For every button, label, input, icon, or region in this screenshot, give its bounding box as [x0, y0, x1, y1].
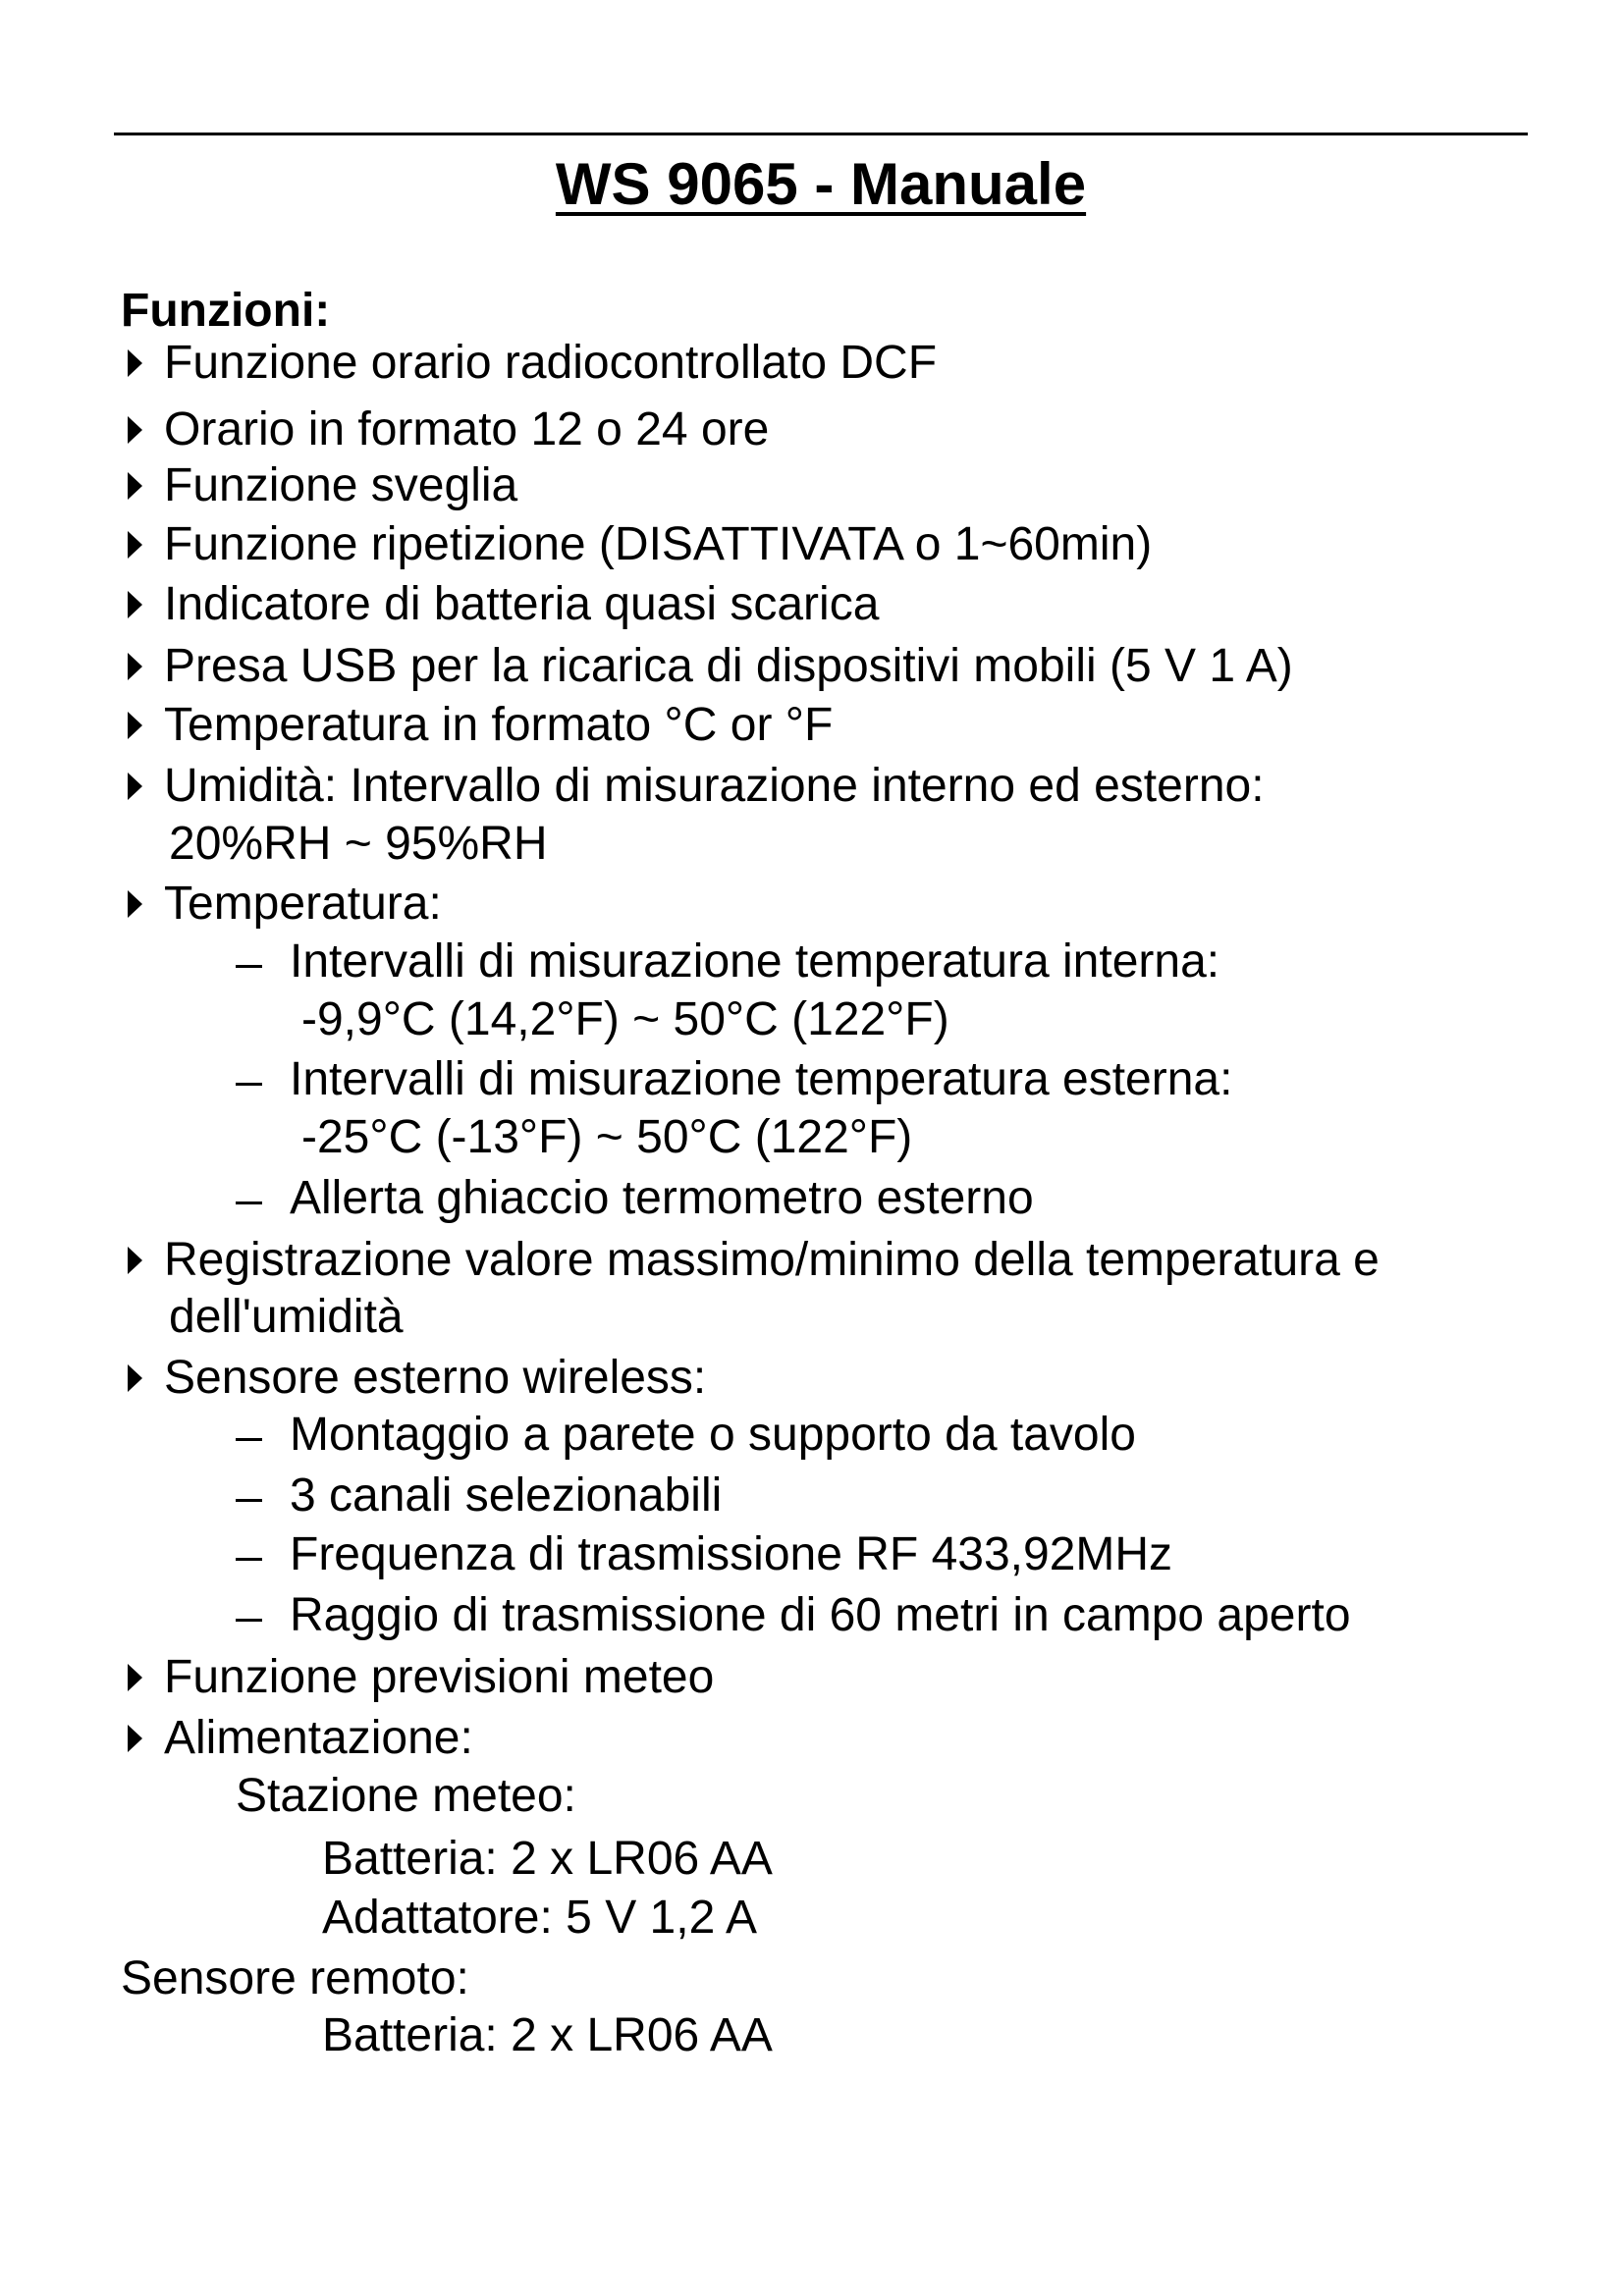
feature-alarm: Funzione sveglia — [164, 459, 518, 511]
feature-dcf: Funzione orario radiocontrollato DCF — [164, 337, 938, 389]
power-station-adapter: Adattatore: 5 V 1,2 A — [322, 1892, 757, 1944]
bullet-arrow-icon — [128, 472, 142, 500]
feature-temp-outdoor: Intervalli di misurazione temperatura esterna: — [290, 1053, 1233, 1105]
top-rule — [114, 133, 1528, 135]
feature-low-battery: Indicatore di batteria quasi scarica — [164, 578, 880, 630]
section-heading: Funzioni: — [121, 285, 331, 337]
power-station-battery: Batteria: 2 x LR06 AA — [322, 1833, 773, 1885]
bullet-arrow-icon — [128, 890, 142, 918]
dash-icon — [236, 1201, 262, 1204]
dash-icon — [236, 1083, 262, 1086]
feature-temp-indoor: Intervalli di misurazione temperatura interna: — [290, 935, 1220, 988]
dash-icon — [236, 1619, 262, 1622]
power-station-label: Stazione meteo: — [236, 1770, 576, 1822]
feature-usb: Presa USB per la ricarica di dispositivi mobili (5 V 1 A) — [164, 640, 1293, 692]
feature-power: Alimentazione: — [164, 1712, 473, 1764]
bullet-arrow-icon — [128, 531, 142, 559]
bullet-arrow-icon — [128, 712, 142, 739]
bullet-arrow-icon — [128, 1247, 142, 1274]
feature-sensor-mount: Montaggio a parete o supporto da tavolo — [290, 1409, 1136, 1461]
bullet-arrow-icon — [128, 1725, 142, 1752]
bullet-arrow-icon — [128, 591, 142, 618]
bullet-arrow-icon — [128, 416, 142, 444]
feature-temp-indoor-range: -9,9°C (14,2°F) ~ 50°C (122°F) — [301, 993, 949, 1045]
bullet-arrow-icon — [128, 1364, 142, 1392]
bullet-arrow-icon — [128, 349, 142, 377]
power-remote-label: Sensore remoto: — [121, 1952, 469, 2004]
feature-humidity-range: 20%RH ~ 95%RH — [169, 818, 548, 870]
feature-time-format: Orario in formato 12 o 24 ore — [164, 403, 770, 455]
feature-forecast: Funzione previsioni meteo — [164, 1651, 715, 1703]
feature-temp-outdoor-range: -25°C (-13°F) ~ 50°C (122°F) — [301, 1111, 913, 1163]
bullet-arrow-icon — [128, 773, 142, 800]
dash-icon — [236, 1499, 262, 1502]
dash-icon — [236, 1438, 262, 1441]
feature-snooze: Funzione ripetizione (DISATTIVATA o 1~60min) — [164, 518, 1153, 570]
feature-sensor-range: Raggio di trasmissione di 60 metri in campo aperto — [290, 1589, 1351, 1641]
feature-sensor-rf: Frequenza di trasmissione RF 433,92MHz — [290, 1528, 1173, 1580]
feature-sensor: Sensore esterno wireless: — [164, 1352, 707, 1404]
page-title: WS 9065 - Manuale — [555, 151, 1087, 217]
feature-temperature: Temperatura: — [164, 878, 442, 930]
bullet-arrow-icon — [128, 1664, 142, 1691]
feature-ice-alert: Allerta ghiaccio termometro esterno — [290, 1172, 1034, 1224]
bullet-arrow-icon — [128, 653, 142, 680]
feature-minmax: Registrazione valore massimo/minimo della temperatura e — [164, 1234, 1380, 1286]
feature-humidity: Umidità: Intervallo di misurazione interno ed esterno: — [164, 760, 1265, 812]
feature-temp-format: Temperatura in formato °C or °F — [164, 699, 834, 751]
feature-minmax-cont: dell'umidità — [169, 1291, 404, 1343]
power-remote-battery: Batteria: 2 x LR06 AA — [322, 2009, 773, 2061]
dash-icon — [236, 965, 262, 968]
feature-sensor-channels: 3 canali selezionabili — [290, 1469, 723, 1522]
dash-icon — [236, 1558, 262, 1561]
